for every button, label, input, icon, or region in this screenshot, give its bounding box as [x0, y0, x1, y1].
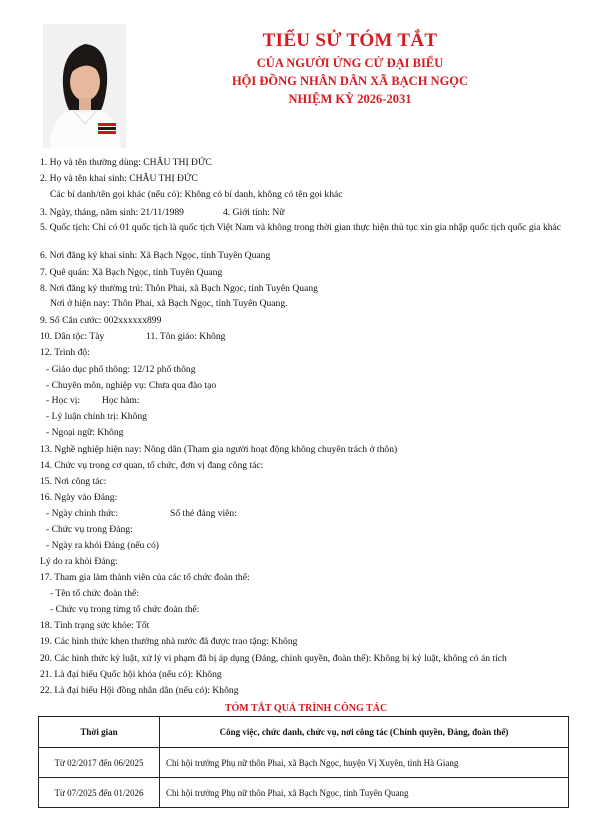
field-academic-title: Học hàm:	[102, 395, 140, 406]
field-party-leave-reason: Lý do ra khỏi Đảng:	[40, 556, 118, 567]
field-common-name: 1. Họ và tên thường dùng: CHÂU THỊ ĐỨC	[40, 157, 212, 168]
field-party-leave-date: - Ngày ra khỏi Đảng (nếu có)	[46, 540, 159, 551]
row-description: Chi hội trưởng Phụ nữ thôn Phai, xã Bạch Ngọc, huyện Vị Xuyên, tỉnh Hà Giang	[160, 748, 569, 778]
document-title: TIỂU SỬ TÓM TẮT	[262, 30, 438, 51]
candidate-photo	[43, 24, 126, 148]
field-occupation: 13. Nghề nghiệp hiện nay: Nông dân (Tham gia người hoạt động không chuyên trách ở thôn)	[40, 444, 398, 455]
field-organizations: 17. Tham gia làm thành viên của các tổ chức đoàn thể:	[40, 572, 250, 583]
field-gender: 4. Giới tính: Nữ	[223, 207, 285, 218]
field-birth-registration: 6. Nơi đăng ký khai sinh: Xã Bạch Ngọc, tỉnh Tuyên Quang	[40, 250, 271, 261]
field-discipline: 20. Các hình thức kỷ luật, xử lý vi phạm đã bị áp dụng (Đảng, chính quyền, đoàn thể): Không bị kỷ luật, không có án tích	[40, 653, 507, 664]
field-people-council: 22. Là đại biểu Hội đồng nhân dân (nếu có): Không	[40, 685, 239, 696]
field-aliases: Các bí danh/tên gọi khác (nếu có): Không có bí danh, không có tên gọi khác	[50, 189, 343, 200]
work-history-title: TÓM TẮT QUÁ TRÌNH CÔNG TÁC	[224, 703, 388, 714]
field-id-number: 9. Số Căn cước: 002xxxxxx899	[40, 315, 162, 326]
work-history-table	[38, 716, 569, 808]
field-professional-skills: - Chuyên môn, nghiệp vụ: Chưa qua đào tạo	[46, 380, 217, 391]
field-religion: 11. Tôn giáo: Không	[146, 331, 226, 342]
field-foreign-language: - Ngoại ngữ: Không	[46, 427, 124, 438]
field-general-education: - Giáo dục phổ thông: 12/12 phổ thông	[46, 364, 196, 375]
field-organization-name: - Tên tổ chức đoàn thể:	[50, 588, 139, 599]
field-birth-date: 3. Ngày, tháng, năm sinh: 21/11/1989	[40, 207, 184, 218]
row-time: Từ 07/2025 đến 01/2026	[39, 778, 160, 808]
table-header-row	[39, 717, 569, 748]
field-party-card-number: Số thẻ đảng viên:	[170, 508, 237, 519]
field-birth-name: 2. Họ và tên khai sinh: CHÂU THỊ ĐỨC	[40, 173, 198, 184]
field-organization-position: - Chức vụ trong từng tổ chức đoàn thể:	[50, 604, 200, 615]
header-line-term: NHIỆM KỲ 2026-2031	[288, 92, 412, 106]
table-row	[39, 778, 569, 808]
field-political-theory: - Lý luận chính trị: Không	[46, 411, 147, 422]
row-time: Từ 02/2017 đến 06/2025	[39, 748, 160, 778]
field-party-join-date: 16. Ngày vào Đảng:	[40, 492, 118, 503]
field-degree: - Học vị:	[46, 395, 81, 406]
field-awards: 19. Các hình thức khen thưởng nhà nước đã được trao tặng: Không	[40, 636, 298, 647]
field-national-assembly: 21. Là đại biểu Quốc hội khóa (nếu có): Không	[40, 669, 222, 680]
document-header	[150, 30, 550, 108]
field-party-official-date: - Ngày chính thức:	[46, 508, 119, 519]
header-line-candidate: CỦA NGƯỜI ỨNG CỬ ĐẠI BIỂU	[256, 56, 444, 70]
field-hometown: 7. Quê quán: Xã Bạch Ngọc, tỉnh Tuyên Quang	[40, 267, 223, 278]
field-health: 18. Tình trạng sức khỏe: Tốt	[40, 620, 150, 631]
row-description: Chi hội trưởng Phụ nữ thôn Phai, xã Bạch Ngọc, tỉnh Tuyên Quang	[160, 778, 569, 808]
field-workplace: 15. Nơi công tác:	[40, 476, 107, 487]
column-header-description: Công việc, chức danh, chức vụ, nơi công tác (Chính quyền, Đảng, đoàn thể)	[160, 717, 569, 748]
header-line-council: HỘI ĐỒNG NHÂN DÂN XÃ BẠCH NGỌC	[231, 74, 469, 88]
field-nationality: 5. Quốc tịch: Chỉ có 01 quốc tịch là quốc tịch Việt Nam và không trong thời gian thực hiện thủ tục xin gia nhập quốc tịch quốc gia khác	[40, 222, 562, 233]
field-current-residence: Nơi ở hiện nay: Thôn Phai, xã Bạch Ngọc, tỉnh Tuyên Quang.	[50, 298, 288, 309]
column-header-time: Thời gian	[39, 717, 160, 748]
table-row	[39, 748, 569, 778]
field-ethnicity: 10. Dân tộc: Tày	[40, 331, 105, 342]
field-permanent-residence: 8. Nơi đăng ký thường trú: Thôn Phai, xã Bạch Ngọc, tỉnh Tuyên Quang	[40, 283, 318, 294]
field-education-heading: 12. Trình độ:	[40, 347, 90, 358]
field-position: 14. Chức vụ trong cơ quan, tổ chức, đơn vị đang công tác:	[40, 460, 264, 471]
field-party-position: - Chức vụ trong Đảng:	[46, 524, 133, 535]
